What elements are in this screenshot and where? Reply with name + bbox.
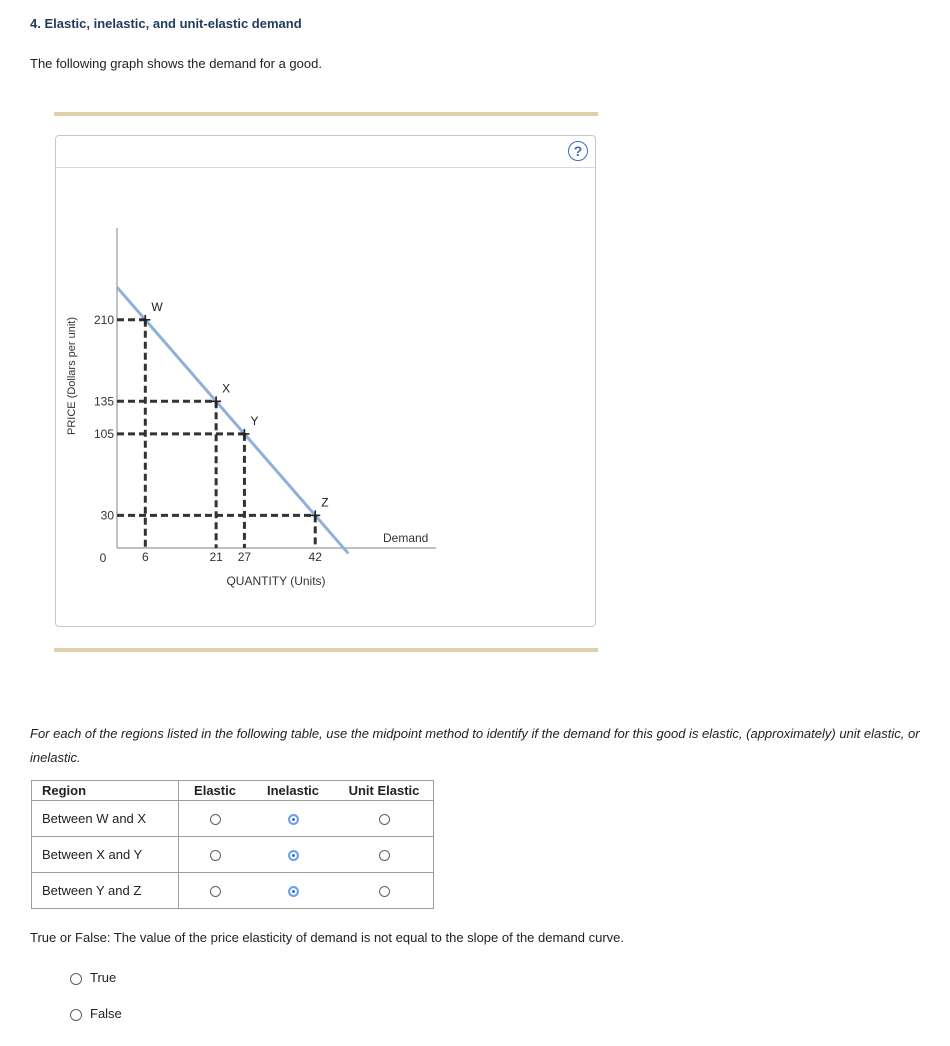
region-label: Between W and X <box>32 801 179 837</box>
option-true-label: True <box>90 970 117 985</box>
table-row <box>32 837 434 873</box>
y-tick-label: 210 <box>93 312 114 327</box>
header-inelastic: Inelastic <box>251 781 335 801</box>
radio-false[interactable] <box>70 1009 82 1021</box>
option-true[interactable] <box>70 970 116 985</box>
radio-elastic[interactable] <box>210 886 221 897</box>
true-false-question: True or False: The value of the price elasticity of demand is not equal to the slope of the demand curve. <box>30 930 625 945</box>
point-label: W <box>151 299 163 314</box>
header-unit-elastic: Unit Elastic <box>335 781 434 801</box>
point-label: Y <box>250 413 259 428</box>
demand-curve <box>117 287 348 553</box>
option-false[interactable] <box>70 1006 122 1021</box>
top-divider <box>54 112 598 116</box>
header-region: Region <box>32 781 179 801</box>
radio-inelastic[interactable] <box>288 886 299 897</box>
graph-panel[interactable] <box>55 135 596 627</box>
region-label: Between X and Y <box>32 837 179 873</box>
radio-true[interactable] <box>70 973 82 985</box>
y-tick-label: 135 <box>93 394 114 409</box>
radio-unit-elastic[interactable] <box>379 814 390 825</box>
header-elastic: Elastic <box>179 781 252 801</box>
radio-unit-elastic[interactable] <box>379 850 390 861</box>
radio-elastic[interactable] <box>210 850 221 861</box>
table-instructions: For each of the regions listed in the following table, use the midpoint method to identify if the demand for this good is elastic, (approximately) unit elastic, or inelastic. <box>30 726 920 765</box>
point-label: Z <box>321 495 329 510</box>
radio-inelastic[interactable] <box>288 814 299 825</box>
question-title: 4. Elastic, inelastic, and unit-elastic demand <box>30 16 302 31</box>
origin-label: 0 <box>99 551 107 565</box>
radio-inelastic[interactable] <box>288 850 299 861</box>
bottom-divider <box>54 648 598 652</box>
intro-text: The following graph shows the demand for a good. <box>30 56 322 71</box>
region-label: Between Y and Z <box>32 873 179 909</box>
table-row <box>32 801 434 837</box>
radio-elastic[interactable] <box>210 814 221 825</box>
radio-unit-elastic[interactable] <box>379 886 390 897</box>
x-tick-label: 21 <box>209 550 223 564</box>
x-tick-label: 42 <box>308 550 322 564</box>
point-label: X <box>222 381 231 396</box>
x-tick-label: 27 <box>237 550 252 564</box>
y-tick-label: 105 <box>93 426 114 441</box>
elasticity-table <box>31 780 434 909</box>
table-row <box>32 873 434 909</box>
y-tick-label: 30 <box>100 508 114 523</box>
x-tick-label: 6 <box>141 550 149 564</box>
demand-graph[interactable] <box>56 136 597 628</box>
option-false-label: False <box>90 1006 122 1021</box>
demand-label: Demand <box>383 531 429 545</box>
table-header-row <box>32 781 434 801</box>
x-axis-title: QUANTITY (Units) <box>226 574 326 588</box>
help-icon[interactable]: ? <box>568 141 588 161</box>
y-axis-title: PRICE (Dollars per unit) <box>66 317 78 435</box>
